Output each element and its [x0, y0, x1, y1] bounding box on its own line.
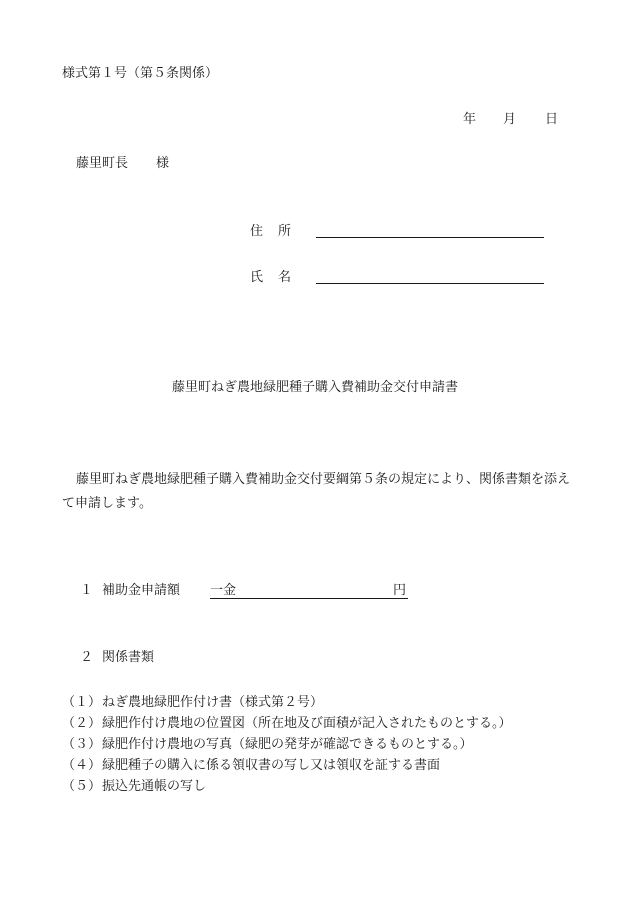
list-item-number: （２）: [62, 716, 102, 731]
list-item-text: ねぎ農地緑肥作付け書（様式第２号）: [102, 695, 324, 710]
date-month: 月: [503, 112, 517, 127]
address-field[interactable]: [316, 237, 544, 238]
section-related-documents: [80, 650, 154, 666]
date-line: [463, 112, 558, 128]
form-number: 様式第１号（第５条関係）: [62, 66, 219, 81]
list-item: [62, 755, 512, 776]
name-label: [250, 270, 306, 286]
section2-label: 関係書類: [102, 650, 155, 665]
name-label-char-1: 氏: [250, 270, 264, 285]
name-field[interactable]: [316, 283, 544, 284]
section1-label: 補助金申請額: [102, 583, 181, 598]
list-item-text: 振込先通帳の写し: [102, 779, 207, 794]
date-day: 日: [545, 112, 559, 127]
list-item: [62, 776, 512, 797]
address-label: [250, 224, 306, 240]
date-year: 年: [463, 112, 477, 127]
body-text: 藤里町ねぎ農地緑肥種子購入費補助金交付要綱第５条の規定により、関係書類を添えて申請します。: [62, 472, 571, 511]
name-label-char-2: 名: [278, 270, 292, 285]
amount-prefix: 一金: [210, 583, 237, 598]
addressee-name: 藤里町長: [76, 156, 129, 171]
section2-number: ２: [80, 650, 94, 665]
list-item: [62, 734, 512, 755]
list-item-text: 緑肥作付け農地の位置図（所在地及び面積が記入されたものとする。）: [102, 716, 512, 731]
amount-unit: 円: [392, 583, 406, 598]
list-item-text: 緑肥種子の購入に係る領収書の写し又は領収を証する書面: [102, 758, 441, 773]
section-requested-amount: [80, 583, 408, 599]
section1-number: １: [80, 583, 94, 598]
address-label-char-2: 所: [278, 224, 292, 239]
list-item-text: 緑肥作付け農地の写真（緑肥の発芽が確認できるものとする。）: [102, 737, 473, 752]
addressee-honorific: 様: [156, 156, 170, 171]
amount-field[interactable]: [210, 583, 408, 599]
address-label-char-1: 住: [250, 224, 264, 239]
list-item-number: （３）: [62, 737, 102, 752]
list-item-number: （１）: [62, 695, 102, 710]
document-title: 藤里町ねぎ農地緑肥種子購入費補助金交付申請書: [171, 380, 458, 395]
list-item-number: （５）: [62, 779, 102, 794]
list-item: [62, 692, 512, 713]
list-item-number: （４）: [62, 758, 102, 773]
addressee: [76, 156, 169, 172]
documents-list: [62, 692, 512, 797]
list-item: [62, 713, 512, 734]
